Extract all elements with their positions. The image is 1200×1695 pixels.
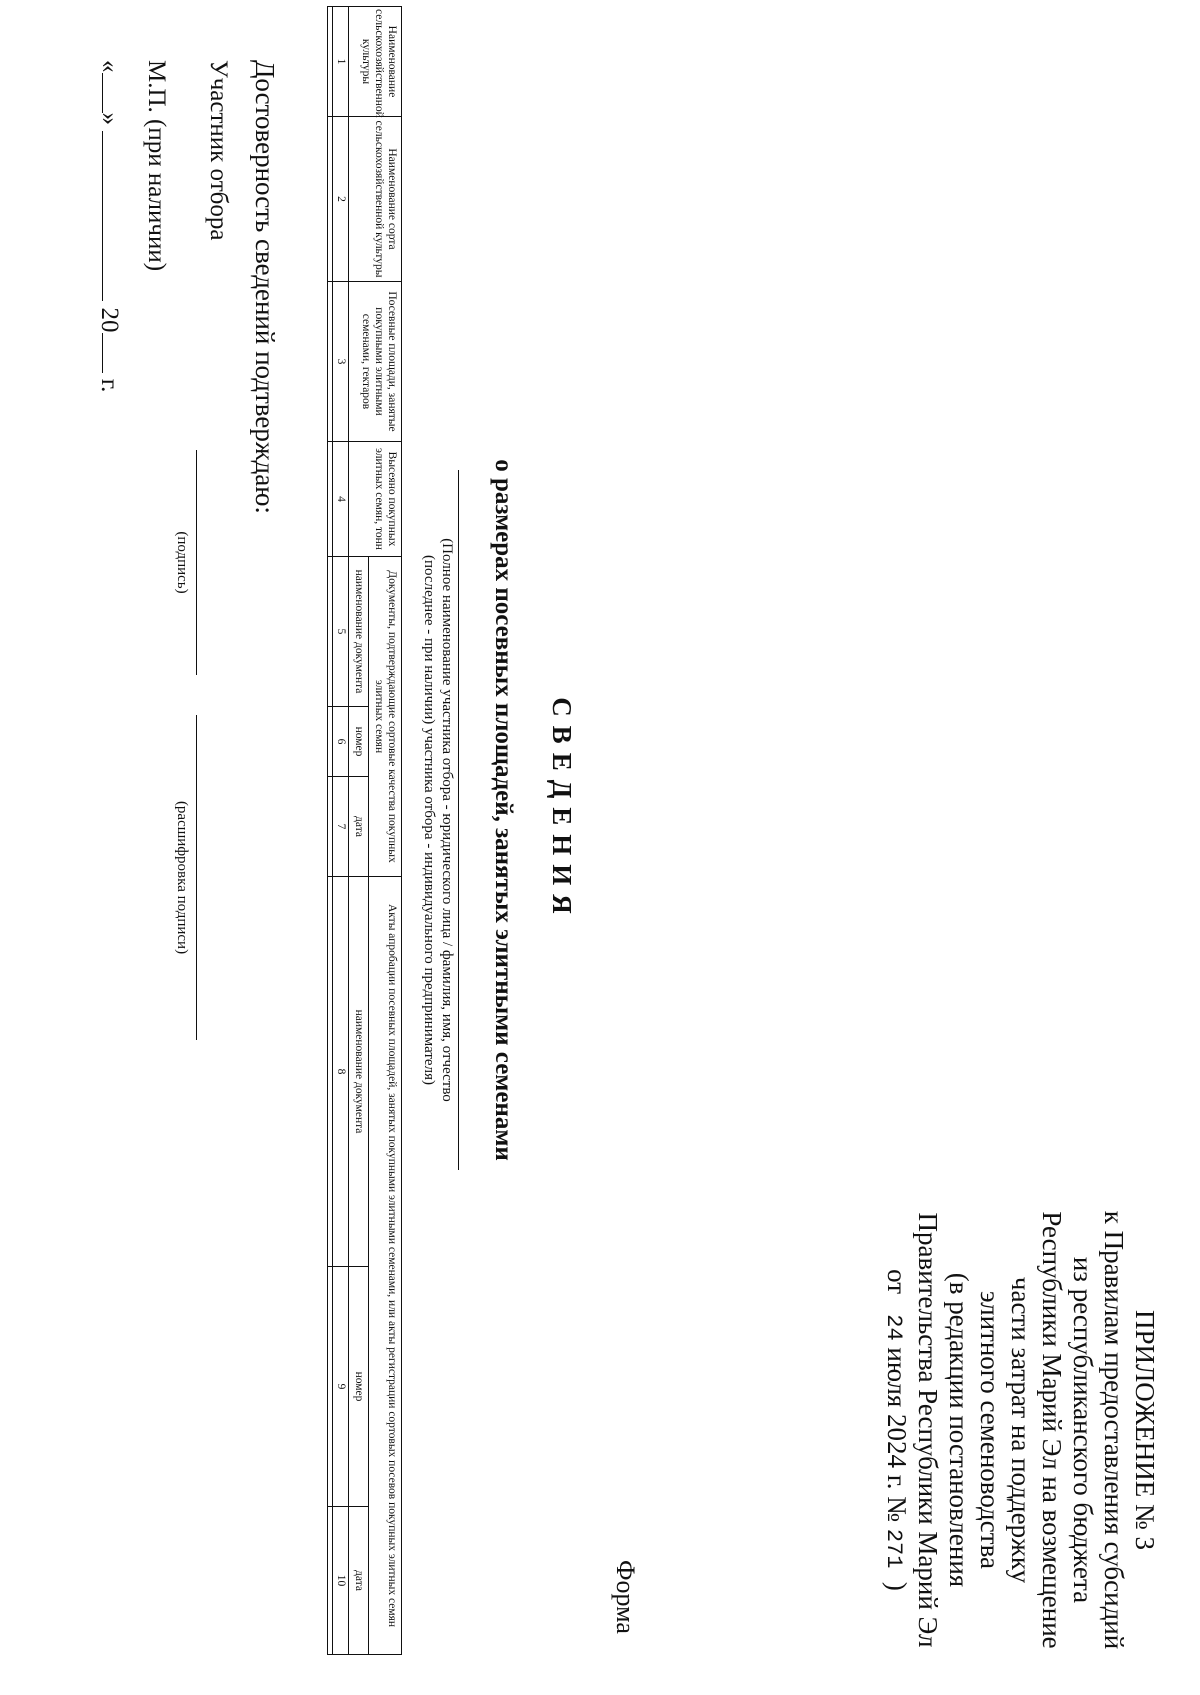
appendix-title: ПРИЛОЖЕНИЕ № 3 — [1130, 1309, 1160, 1551]
document-heading: СВЕДЕНИЯ — [547, 697, 577, 923]
appendix-line: (в редакции постановления — [944, 1272, 974, 1588]
subheader-date: дата — [349, 1507, 369, 1655]
column-number: 7 — [333, 777, 349, 877]
header-crop-name: Наименование сельскохозяйственной культуры — [349, 7, 402, 117]
appendix-line: элитного семеноводства — [975, 1291, 1005, 1569]
table-cell[interactable] — [328, 117, 333, 282]
year-blank[interactable] — [102, 333, 103, 373]
signature-decode-caption: (расшифровка подписи) — [174, 800, 190, 955]
header-sown-area: Посевные площади, занятые покупными элитными семенами, гектаров — [349, 282, 402, 442]
subheader-document-name: наименование документа — [349, 557, 369, 707]
appendix-line: Правительства Республики Марий Эл — [913, 1212, 943, 1648]
table-cell[interactable] — [328, 557, 333, 707]
stamp-label: М.П. (при наличии) — [143, 60, 170, 272]
table-row — [328, 7, 333, 1655]
date-row — [95, 60, 123, 392]
date-prefix: от — [882, 1269, 912, 1295]
subheader-document-name: наименование документа — [349, 877, 369, 1267]
column-number-row — [333, 7, 349, 1655]
sowing-area-table — [327, 6, 402, 1655]
header-quality-documents: Документы, подтверждающие сортовые качества покупных элитных семян — [369, 557, 402, 877]
column-number: 2 — [333, 117, 349, 282]
year-suffix: г. — [96, 378, 123, 393]
date-open-quote: « — [96, 60, 123, 73]
table-cell[interactable] — [328, 1267, 333, 1507]
year-prefix: 20 — [96, 307, 123, 333]
table-cell[interactable] — [328, 707, 333, 777]
table-cell[interactable] — [328, 7, 333, 117]
subheader-date: дата — [349, 777, 369, 877]
signature-line[interactable] — [196, 450, 197, 675]
column-number: 5 — [333, 557, 349, 707]
column-number: 3 — [333, 282, 349, 442]
caption-line: (последнее - при наличии) участника отбора - индивидуального предпринимателя) — [421, 555, 437, 1085]
participant-name-line[interactable] — [458, 470, 459, 1170]
column-number: 6 — [333, 707, 349, 777]
table-cell[interactable] — [328, 442, 333, 557]
header-seeds-sown: Высеяно покупных элитных семян, тонн — [349, 442, 402, 557]
document-subheading: о размерах посевных площадей, занятых элитными семенами — [490, 459, 517, 1161]
column-number: 9 — [333, 1267, 349, 1507]
closing-paren: ) — [882, 1581, 912, 1591]
form-label: Форма — [611, 1560, 640, 1634]
confirmation-text: Достоверность сведений подтверждаю: — [250, 60, 280, 514]
appendix-date-line — [878, 1210, 912, 1650]
signature-caption: (подпись) — [174, 531, 190, 594]
column-number: 1 — [333, 7, 349, 117]
decree-number: 271 — [881, 1528, 906, 1569]
subheader-number: номер — [349, 707, 369, 777]
appendix-line: из республиканского бюджета — [1068, 1256, 1098, 1604]
day-blank[interactable] — [102, 73, 103, 113]
date-close-quote: » — [96, 112, 123, 125]
column-number: 10 — [333, 1507, 349, 1655]
header-approbation-acts: Акты апробации посевных площадей, занятых покупными элитными семенами, или акты регистрации сортовых посевов покупных элитных семян — [369, 877, 402, 1655]
table-cell[interactable] — [328, 282, 333, 442]
appendix-line: части затрат на поддержку — [1006, 1276, 1036, 1584]
caption-line: (Полное наименование участника отбора - юридического лица / фамилия, имя, отчество — [439, 538, 455, 1102]
appendix-block — [878, 1210, 1160, 1650]
table-cell[interactable] — [328, 777, 333, 877]
column-number: 4 — [333, 442, 349, 557]
table-cell[interactable] — [328, 877, 333, 1267]
subheader-number: номер — [349, 1267, 369, 1507]
appendix-line: к Правилам предоставления субсидий — [1099, 1210, 1129, 1650]
header-variety-name: Наименование сорта сельскохозяйственной культуры — [349, 117, 402, 282]
table-cell[interactable] — [328, 1507, 333, 1655]
column-number: 8 — [333, 877, 349, 1267]
appendix-line: Республики Марий Эл на возмещение — [1037, 1211, 1067, 1649]
month-blank[interactable] — [102, 131, 103, 301]
date-day: 24 — [881, 1314, 906, 1341]
participant-name-caption — [420, 440, 456, 1200]
participant-label: Участник отбора — [205, 60, 232, 241]
signature-decode-line[interactable] — [196, 715, 197, 1040]
date-text: июля 2024 г. № — [882, 1347, 912, 1523]
